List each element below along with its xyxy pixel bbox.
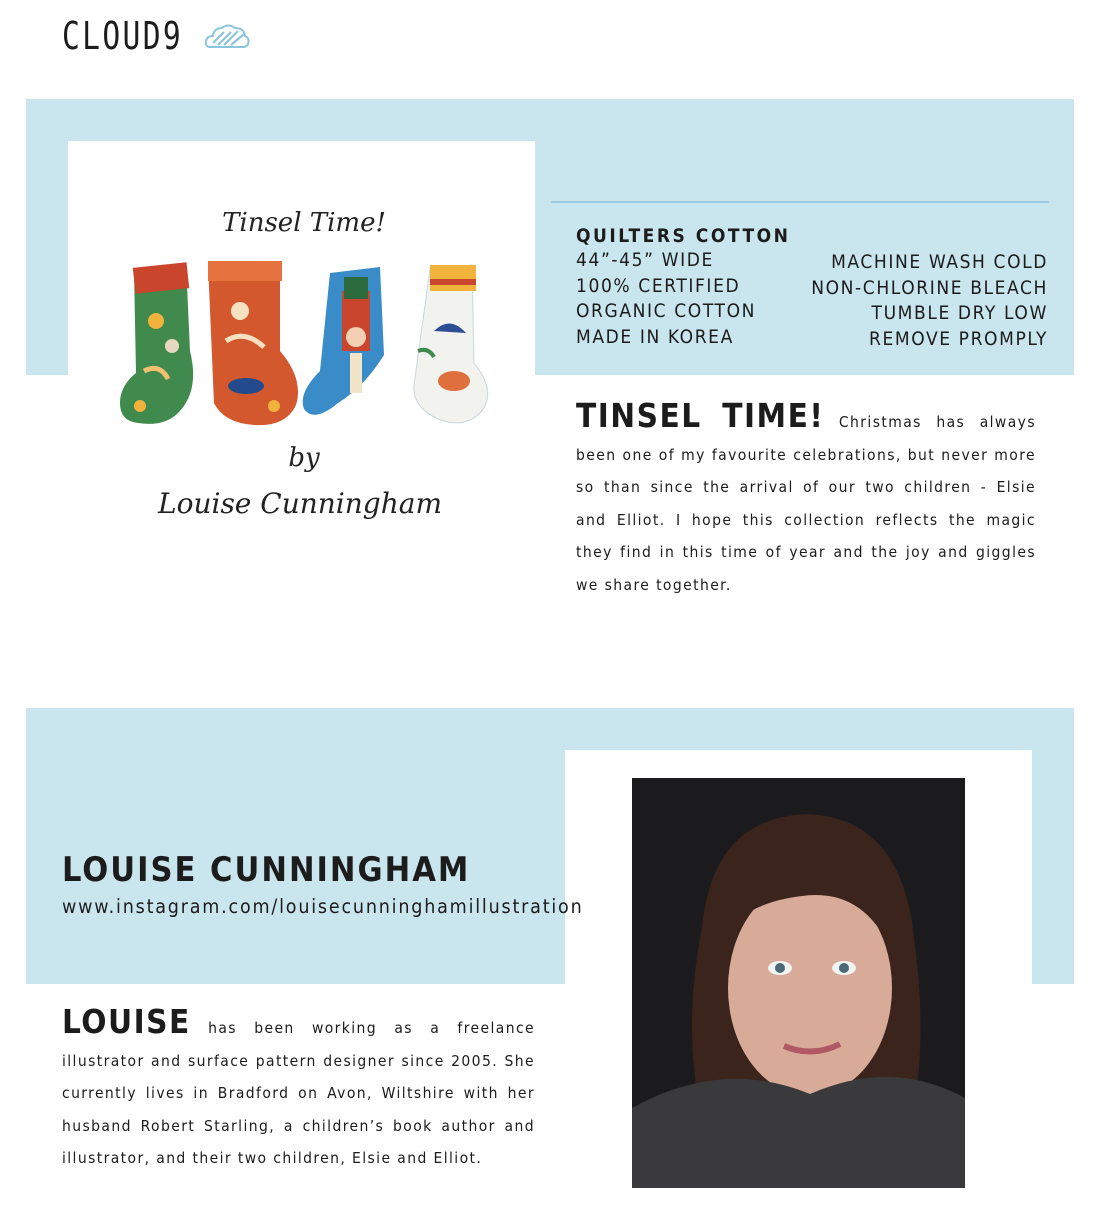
designer-bio: [62, 1002, 535, 1175]
stocking-illustration: [208, 261, 298, 425]
designer-name: LOUISE CUNNINGHAM: [62, 850, 471, 890]
care-line: MACHINE WASH COLD: [831, 251, 1048, 273]
collection-body: Christmas has always been one of my favourite celebrations, but never more so than since the arrival of our two children - Elsie and Elliot. I hope this collection reflects the magic they find in this time of year and the joy and giggles we share together.: [576, 413, 1036, 594]
fabric-type: QUILTERS COTTON: [576, 225, 791, 247]
logo-text: CLOUD9: [62, 14, 184, 58]
spec-divider: [551, 201, 1049, 203]
bio-title: LOUISE: [62, 1002, 191, 1041]
spec-detail: 44”-45” WIDE: [576, 249, 714, 271]
care-line: NON-CHLORINE BLEACH: [811, 276, 1048, 299]
fabric-specs: [576, 224, 816, 350]
bio-body: has been working as a freelance illustrator and surface pattern designer since 2005. She currently lives in Bradford on Avon, Wiltshire with her husband Robert Starling, a children’s book author and illustrator, and their two children, Elsie and Elliot.: [62, 1019, 535, 1167]
stocking-illustration: [303, 267, 384, 415]
care-line: REMOVE PROMPLY: [869, 327, 1048, 350]
designer-photo: [632, 778, 965, 1188]
brand-logo[interactable]: [62, 14, 250, 58]
spec-detail: ORGANIC COTTON: [576, 300, 757, 322]
care-instructions: [811, 250, 1048, 352]
cover-by: by: [288, 443, 320, 473]
collection-cover-image: [68, 141, 535, 586]
collection-title: TINSEL TIME!: [576, 396, 825, 435]
care-line: TUMBLE DRY LOW: [871, 302, 1048, 324]
spec-detail: MADE IN KOREA: [576, 325, 734, 348]
stocking-illustration: [120, 262, 193, 424]
stocking-illustration: [414, 265, 488, 423]
cloud-icon: [204, 21, 250, 51]
instagram-link[interactable]: www.instagram.com/louisecunninghamillustration: [62, 895, 584, 918]
cover-title: Tinsel Time!: [222, 208, 386, 238]
spec-detail: 100% CERTIFIED: [576, 274, 741, 297]
collection-description: [576, 396, 1036, 601]
cover-author: Louise Cunningham: [158, 487, 442, 520]
